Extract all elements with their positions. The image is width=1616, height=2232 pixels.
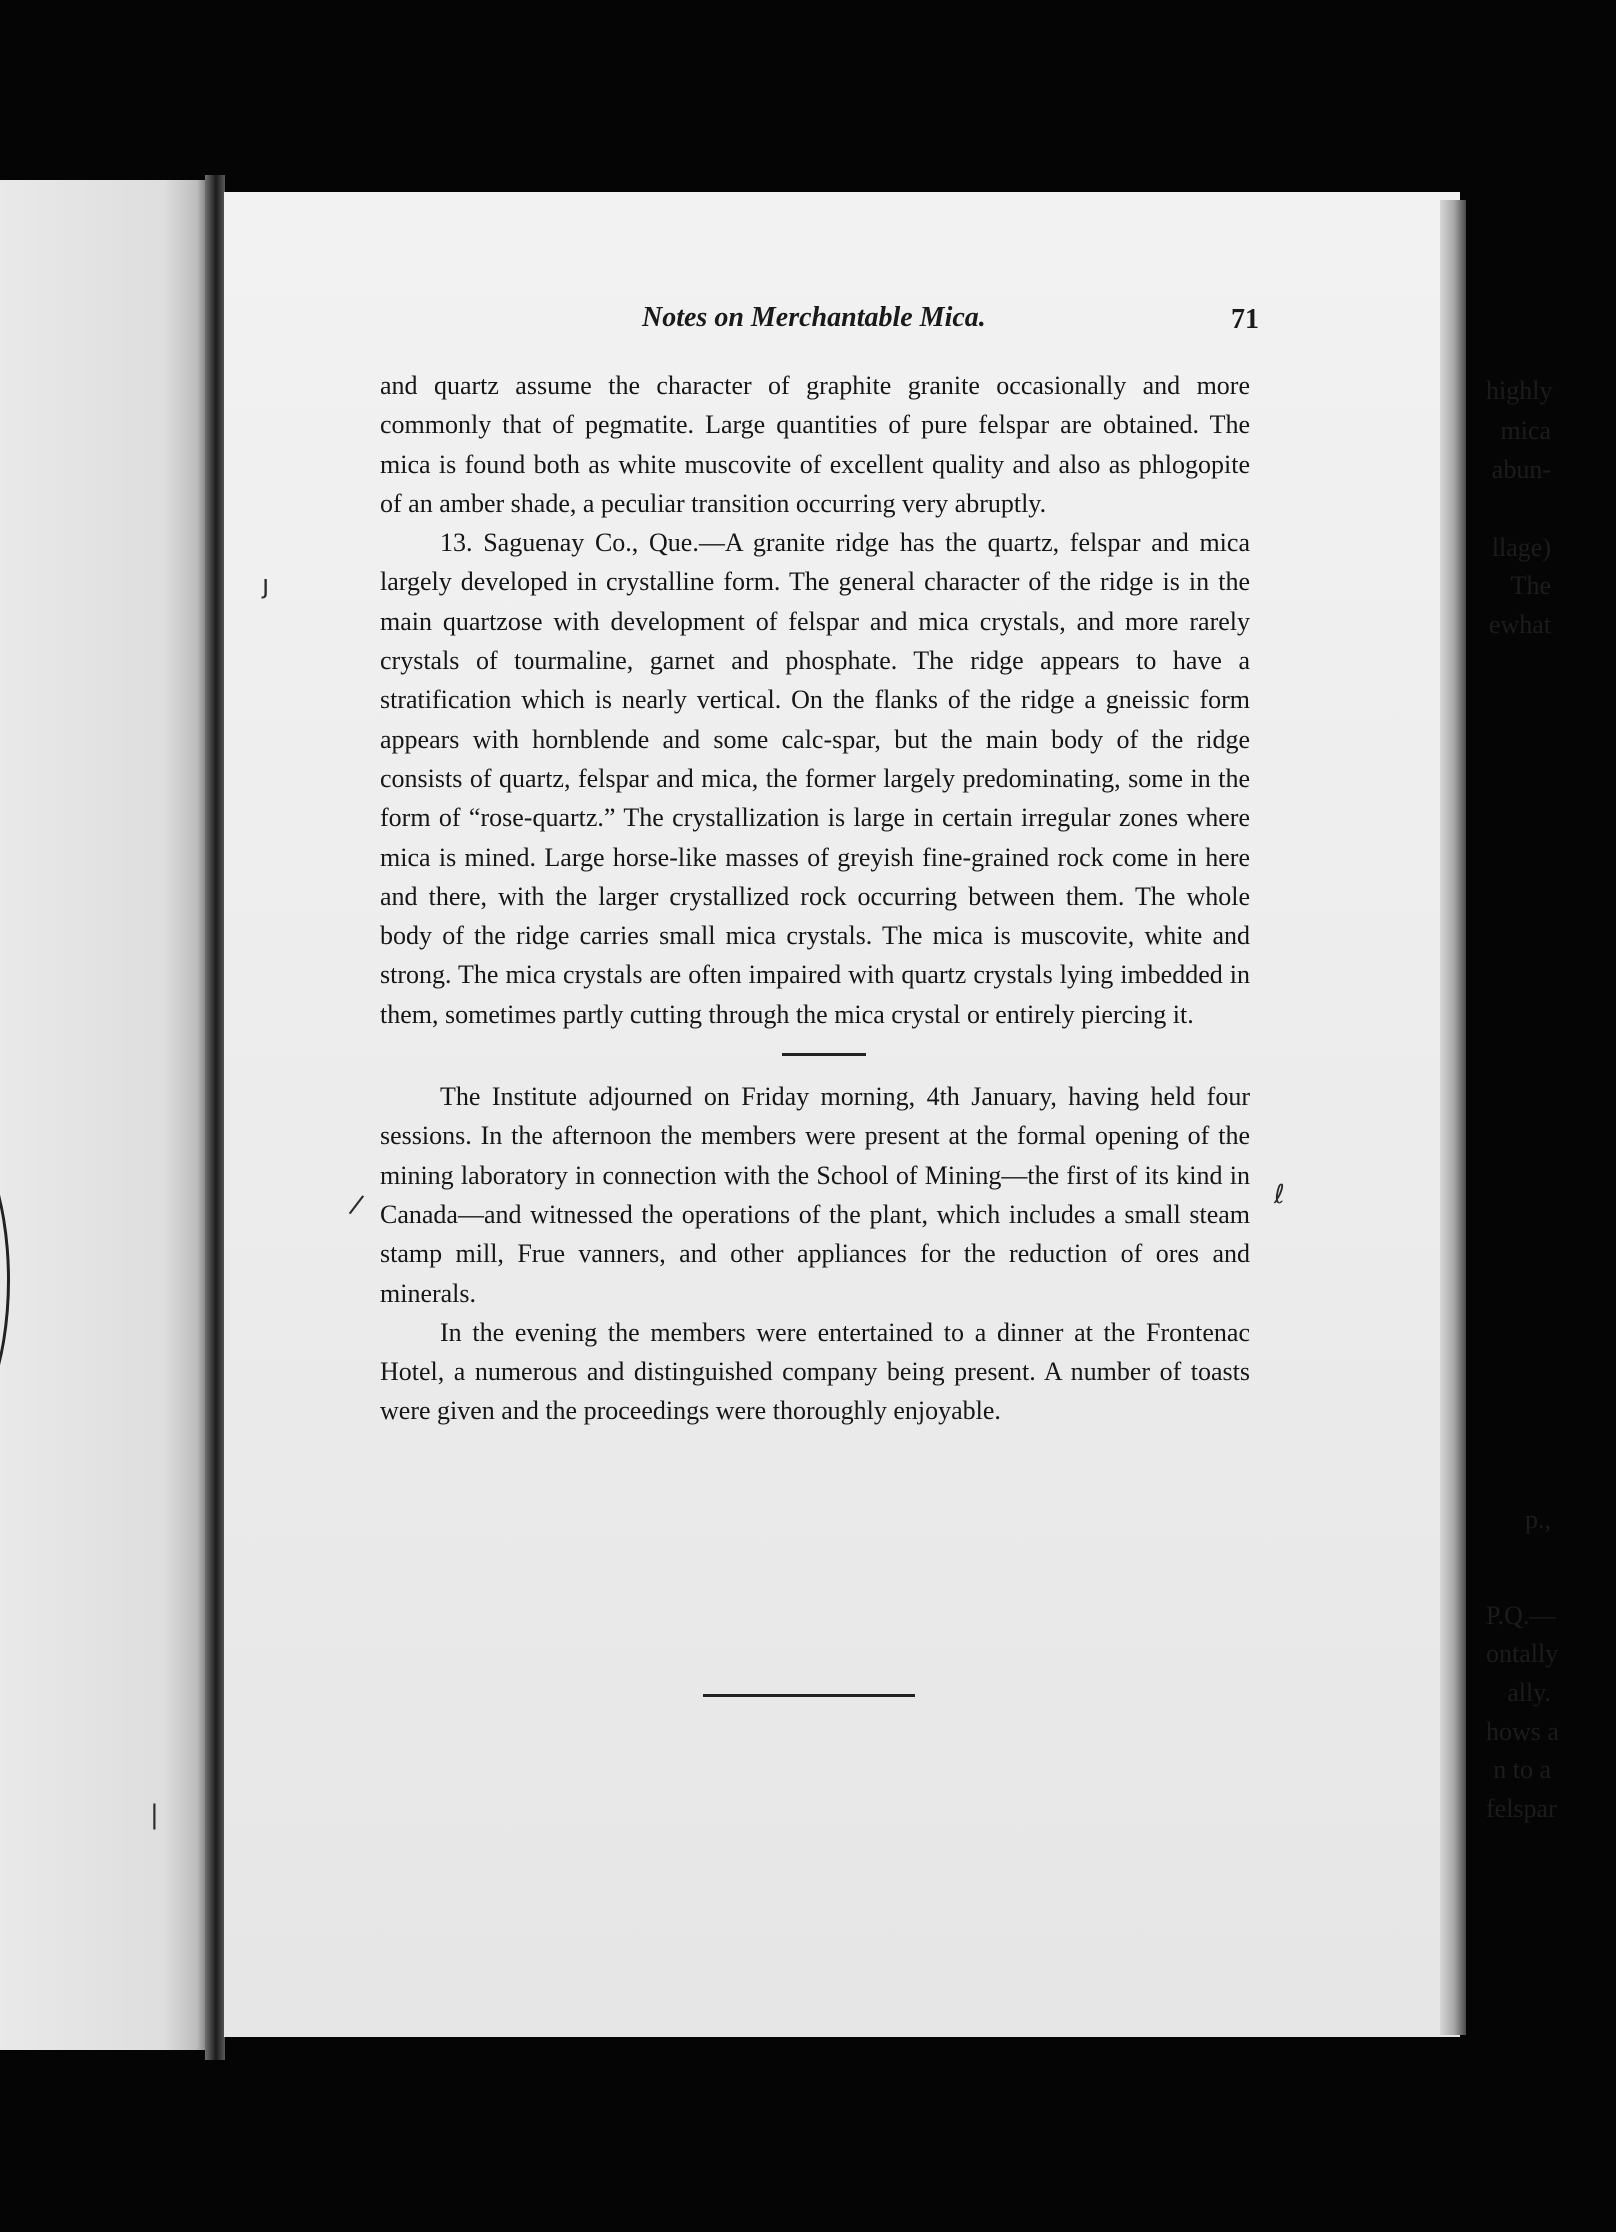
- body-text: [380, 366, 1250, 1431]
- left-fragment: llage): [1491, 533, 1551, 562]
- left-fragment: mica: [1500, 416, 1551, 445]
- left-page-curve: [0, 1120, 10, 1440]
- left-fragment: p.,: [1525, 1505, 1551, 1534]
- left-fragment: highly: [1486, 376, 1553, 405]
- pencil-mark: ℓ: [1274, 1180, 1285, 1210]
- running-head: [380, 302, 1259, 342]
- left-fragment: hows a: [1486, 1717, 1559, 1746]
- left-fragment: ally.: [1507, 1678, 1551, 1707]
- paragraph: 13. Saguenay Co., Que.—A granite ridge has the quartz, felspar and mica largely developed in crystalline form. The general character of the ridge is in the main quartzose with development of felspar and mica crystals, and more rarely crystals of tourmaline, garnet and phosphate. The ridge appears to have a stratification which is nearly vertical. On the flanks of the ridge a gneissic form appears with hornblende and some calc-spar, but the main body of the ridge consists of quartz, felspar and mica, the former largely predominating, some in the form of “rose-quartz.” The crystallization is large in certain irregular zones where mica is mined. Large horse-like masses of greyish fine-grained rock come in here and there, with the larger crystallized rock occurring between them. The whole body of the ridge carries small mica crystals. The mica is muscovite, white and strong. The mica crystals are often impaired with quartz crystals lying imbedded in them, sometimes partly cutting through the mica crystal or entirely piercing it.: [380, 528, 1250, 1029]
- left-fragment: ontally: [1486, 1639, 1559, 1668]
- paragraph: The Institute adjourned on Friday morning, 4th January, having held four sessions. In the afternoon the members were present at the formal opening of the mining laboratory in connection with the School of Mining—the first of its kind in Canada—and witnessed the operations of the plant, which includes a small steam stamp mill, Frue vanners, and other appliances for the reduction of ores and minerals.: [380, 1082, 1250, 1308]
- left-fragment: abun-: [1491, 455, 1551, 484]
- book-gutter: [205, 175, 225, 2060]
- paragraph: In the evening the members were entertained to a dinner at the Frontenac Hotel, a numerous and distinguished company being present. A number of toasts were given and the proceedings were thoroughly enjoyable.: [380, 1317, 1250, 1426]
- page-number: 71: [1231, 304, 1259, 335]
- left-fragment: felspar: [1486, 1794, 1557, 1823]
- left-fragment: ewhat: [1488, 610, 1551, 639]
- left-page: [0, 180, 205, 2050]
- end-rule: [703, 1694, 915, 1697]
- pencil-mark: ȷ: [262, 570, 270, 600]
- pencil-mark: |: [150, 1800, 159, 1830]
- left-fragment: n to a: [1493, 1755, 1551, 1784]
- pencil-mark: /: [347, 1189, 366, 1221]
- paragraph: and quartz assume the character of graphite granite occasionally and more commonly that of pegmatite. Large quantities of pure felspar are obtained. The mica is found both as white muscovite of excellent quality and also as phlogopite of an amber shade, a peculiar transition occurring very abruptly.: [380, 371, 1250, 518]
- running-head-title: Notes on Merchantable Mica.: [642, 302, 986, 333]
- left-fragment: The: [1510, 571, 1551, 600]
- left-fragment: P.Q.—: [1486, 1601, 1556, 1630]
- section-divider: [782, 1053, 866, 1056]
